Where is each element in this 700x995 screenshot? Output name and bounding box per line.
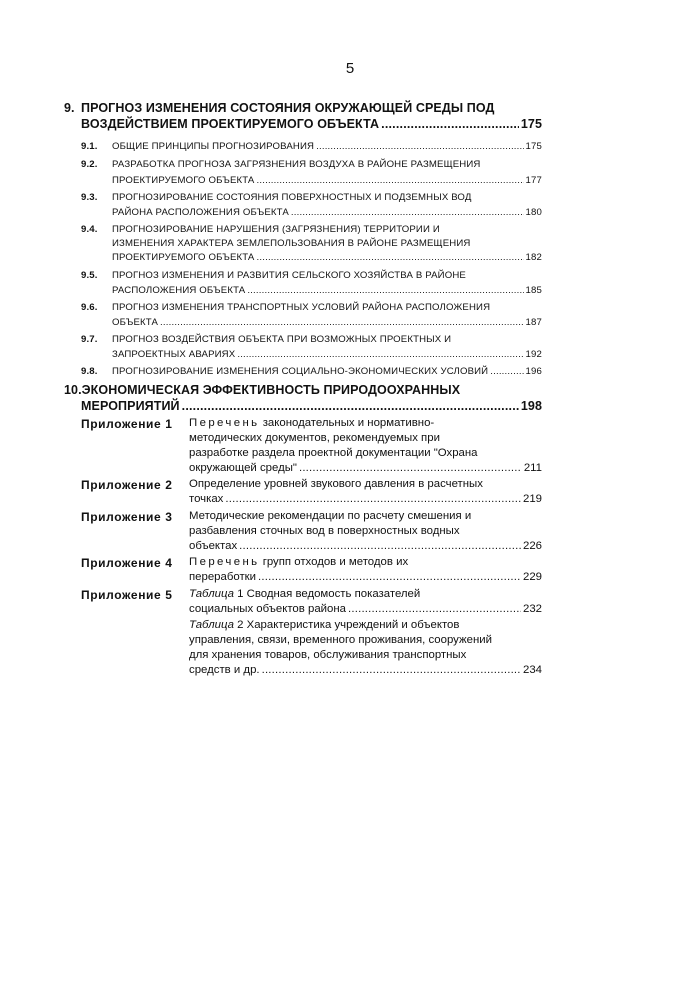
appendix-title-line: объектах [189,540,238,552]
page-ref: 211 [523,462,542,474]
subsection-title: ПРОГНОЗИРОВАНИЕ СОСТОЯНИЯ ПОВЕРХНОСТНЫХ И ПОДЗЕМНЫХ ВОД [112,192,472,203]
toc-line [112,366,542,377]
subsection-number: 9.7. [81,334,98,345]
leader-dots [490,366,523,377]
subsection-number: 9.1. [81,141,98,152]
appendix-title-line: методических документов, рекомендуемых при [189,432,440,444]
leader-dots [256,175,523,186]
table-title-text: 1 Сводная ведомость показателей [233,588,421,600]
appendix-label: Приложение 5 [81,588,173,602]
appendix-title-text: законодательных и нормативно- [262,417,435,429]
appendix-title-line: переработки [189,571,257,583]
table-title-line: для хранения товаров, обслуживания транспортных [189,649,467,661]
appendix-title-line: Методические рекомендации по расчету смешения и [189,510,472,522]
page-ref: 198 [520,399,542,413]
section-title-line: ВОЗДЕЙСТВИЕМ ПРОЕКТИРУЕМОГО ОБЪЕКТА [81,117,380,131]
leader-dots [182,399,519,413]
subsection-title: ПРОГНОЗ ВОЗДЕЙСТВИЯ ОБЪЕКТА ПРИ ВОЗМОЖНЫХ ПРОЕКТНЫХ И [112,334,452,345]
page-ref: 175 [525,141,542,152]
table-word: Таблица [189,619,234,631]
leader-dots [239,540,521,552]
subsection-title: ИЗМЕНЕНИЯ ХАРАКТЕРА ЗЕМЛЕПОЛЬЗОВАНИЯ В РАЙОНЕ РАЗМЕЩЕНИЯ [112,238,471,249]
toc-line [189,540,542,552]
toc-line [189,462,542,474]
toc-line [112,141,542,152]
table-title-line: социальных объектов района [189,603,346,615]
table-title-line [189,619,459,631]
subsection-number: 9.3. [81,192,98,203]
leader-dots [237,349,523,360]
leader-dots [291,207,524,218]
subsection-title: ПРОГНОЗ ИЗМЕНЕНИЯ И РАЗВИТИЯ СЕЛЬСКОГО ХОЗЯЙСТВА В РАЙОНЕ [112,270,466,281]
page-ref: 196 [525,366,542,377]
subsection-number: 9.6. [81,302,98,313]
leader-dots [247,285,523,296]
toc-line [81,117,542,131]
toc-line [112,349,542,360]
page-ref: 187 [525,317,542,328]
subsection-title: ПРОГНОЗИРОВАНИЕ ИЗМЕНЕНИЯ СОЦИАЛЬНО-ЭКОНОМИЧЕСКИХ УСЛОВИЙ [112,366,489,377]
page-ref: 175 [520,117,542,131]
page-ref: 180 [525,207,542,218]
page-ref: 234 [522,664,542,676]
toc-line [112,252,542,263]
subsection-number: 9.4. [81,224,98,235]
spaced-word: Перечень [189,556,260,568]
page-ref: 219 [522,493,542,505]
section-number: 9. [64,101,75,115]
subsection-number: 9.5. [81,270,98,281]
toc-line [112,317,542,328]
leader-dots [348,603,521,615]
appendix-title-line: окружающей среды" [189,462,297,474]
subsection-title: РАЙОНА РАСПОЛОЖЕНИЯ ОБЪЕКТА [112,207,289,218]
leader-dots [299,462,522,474]
table-word: Таблица [189,588,234,600]
appendix-title-line: разработке раздела проектной документации "Охрана [189,447,478,459]
subsection-title: ПРОЕКТИРУЕМОГО ОБЪЕКТА [112,175,255,186]
leader-dots [160,317,524,328]
toc-line [112,207,542,218]
appendix-title-text: групп отходов и методов их [262,556,409,568]
leader-dots [256,252,523,263]
subsection-title: ОБЩИЕ ПРИНЦИПЫ ПРОГНОЗИРОВАНИЯ [112,141,315,152]
leader-dots [258,571,521,583]
subsection-title: ПРОЕКТИРУЕМОГО ОБЪЕКТА [112,252,255,263]
table-title-line [189,588,420,600]
appendix-title-line: разбавления сточных вод в поверхностных водных [189,525,460,537]
appendix-label: Приложение 4 [81,556,173,570]
table-title-text: 2 Характеристика учреждений и объектов [233,619,460,631]
page-ref: 232 [522,603,542,615]
toc-line [189,603,542,615]
table-title-line: управления, связи, временного проживания, сооружений [189,634,492,646]
page-ref: 177 [525,175,542,186]
leader-dots [381,117,519,131]
toc-line [189,493,542,505]
page-ref: 192 [525,349,542,360]
toc-line [189,571,542,583]
subsection-title: ОБЪЕКТА [112,317,159,328]
appendix-label: Приложение 2 [81,478,173,492]
leader-dots [262,664,521,676]
section-title-line: 10.ЭКОНОМИЧЕСКАЯ ЭФФЕКТИВНОСТЬ ПРИРОДООХРАННЫХ [64,383,461,397]
appendix-label: Приложение 3 [81,510,173,524]
appendix-title-line [189,556,408,568]
appendix-label: Приложение 1 [81,417,173,431]
appendix-title-line: точках [189,493,224,505]
leader-dots [225,493,521,505]
toc-line [112,285,542,296]
subsection-number: 9.2. [81,159,98,170]
subsection-title: ЗАПРОЕКТНЫХ АВАРИЯХ [112,349,236,360]
toc-line [189,664,542,676]
leader-dots [316,141,523,152]
subsection-title: ПРОГНОЗИРОВАНИЕ НАРУШЕНИЯ (ЗАГРЯЗНЕНИЯ) ТЕРРИТОРИИ И [112,224,440,235]
page-ref: 229 [522,571,542,583]
appendix-title-line [189,417,434,429]
table-title-line: средств и др. [189,664,260,676]
spaced-word: Перечень [189,417,260,429]
subsection-title: РАСПОЛОЖЕНИЯ ОБЪЕКТА [112,285,246,296]
appendix-title-line: Определение уровней звукового давления в расчетных [189,478,483,490]
page-number: 5 [345,60,355,77]
section-title-line: ПРОГНОЗ ИЗМЕНЕНИЯ СОСТОЯНИЯ ОКРУЖАЮЩЕЙ СРЕДЫ ПОД [81,101,495,115]
toc-line [112,175,542,186]
page-ref: 226 [522,540,542,552]
page-ref: 185 [525,285,542,296]
page-ref: 182 [525,252,542,263]
toc-line [81,399,542,413]
subsection-title: ПРОГНОЗ ИЗМЕНЕНИЯ ТРАНСПОРТНЫХ УСЛОВИЙ РАЙОНА РАСПОЛОЖЕНИЯ [112,302,491,313]
section-title-line: МЕРОПРИЯТИЙ [81,399,180,413]
subsection-title: РАЗРАБОТКА ПРОГНОЗА ЗАГРЯЗНЕНИЯ ВОЗДУХА В РАЙОНЕ РАЗМЕЩЕНИЯ [112,159,481,170]
subsection-number: 9.8. [81,366,98,377]
